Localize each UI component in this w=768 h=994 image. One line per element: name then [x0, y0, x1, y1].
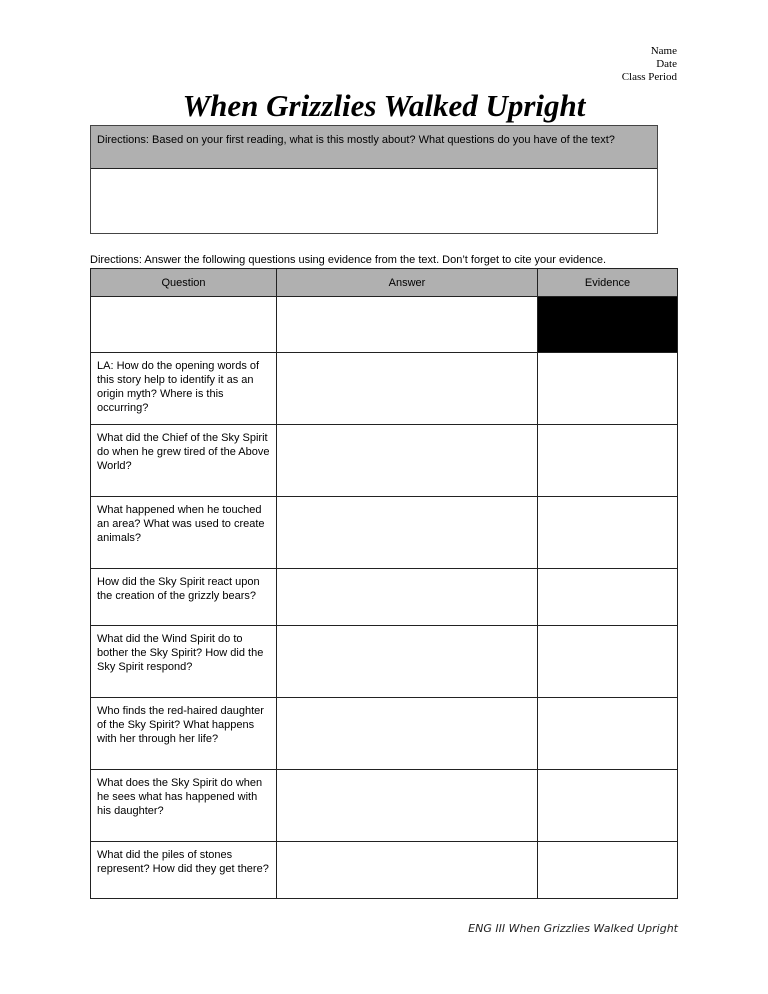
table-row: [91, 842, 678, 899]
column-header-answer: Answer: [277, 269, 538, 297]
question-cell: What happened when he touched an area? What was used to create animals?: [91, 497, 277, 569]
column-header-evidence: Evidence: [538, 269, 678, 297]
question-cell: What did the piles of stones represent? How did they get there?: [91, 842, 277, 899]
answer-cell[interactable]: [277, 698, 538, 770]
answer-cell[interactable]: [277, 497, 538, 569]
table-row: [91, 297, 678, 353]
question-cell: Who finds the red-haired daughter of the Sky Spirit? What happens with her through her life?: [91, 698, 277, 770]
table-row: [91, 353, 678, 425]
evidence-cell[interactable]: [538, 425, 678, 497]
evidence-cell[interactable]: [538, 569, 678, 626]
question-cell: LA: How do the opening words of this story help to identify it as an origin myth? Where is this occurring?: [91, 353, 277, 425]
answer-cell[interactable]: [277, 770, 538, 842]
table-row: [91, 626, 678, 698]
question-cell: What did the Wind Spirit do to bother the Sky Spirit? How did the Sky Spirit respond?: [91, 626, 277, 698]
evidence-cell[interactable]: [538, 626, 678, 698]
evidence-cell[interactable]: [538, 698, 678, 770]
answer-cell[interactable]: [277, 425, 538, 497]
table-header-row: [91, 269, 678, 297]
evidence-cell[interactable]: [538, 353, 678, 425]
first-reading-box: [90, 125, 658, 234]
answer-cell[interactable]: [277, 569, 538, 626]
table-row: [91, 569, 678, 626]
name-label: Name: [650, 45, 677, 57]
evidence-cell[interactable]: [538, 842, 678, 899]
answer-cell[interactable]: [277, 842, 538, 899]
evidence-cell[interactable]: [538, 497, 678, 569]
page-title: When Grizzlies Walked Upright: [182, 88, 586, 123]
question-cell: [91, 297, 277, 353]
table-row: [91, 425, 678, 497]
student-info-block: [622, 45, 677, 84]
question-cell: How did the Sky Spirit react upon the creation of the grizzly bears?: [91, 569, 277, 626]
evidence-cell-redacted: [538, 297, 678, 353]
question-cell: What does the Sky Spirit do when he sees what has happened with his daughter?: [91, 770, 277, 842]
class-period-label: Class Period: [621, 71, 677, 83]
table-row: [91, 698, 678, 770]
question-cell: What did the Chief of the Sky Spirit do when he grew tired of the Above World?: [91, 425, 277, 497]
table-row: [91, 770, 678, 842]
evidence-cell[interactable]: [538, 770, 678, 842]
answer-cell[interactable]: [277, 626, 538, 698]
questions-directions: Directions: Answer the following questions using evidence from the text. Don’t forget to cite your evidence.: [90, 254, 607, 266]
page-footer: ENG III When Grizzlies Walked Upright: [468, 922, 678, 935]
questions-table: [90, 268, 678, 899]
first-reading-directions: Directions: Based on your first reading, what is this mostly about? What questions do you have of the text?: [91, 126, 657, 169]
first-reading-response-area[interactable]: [91, 169, 657, 233]
date-label: Date: [656, 58, 677, 70]
column-header-question: Question: [91, 269, 277, 297]
table-row: [91, 497, 678, 569]
answer-cell[interactable]: [277, 297, 538, 353]
answer-cell[interactable]: [277, 353, 538, 425]
